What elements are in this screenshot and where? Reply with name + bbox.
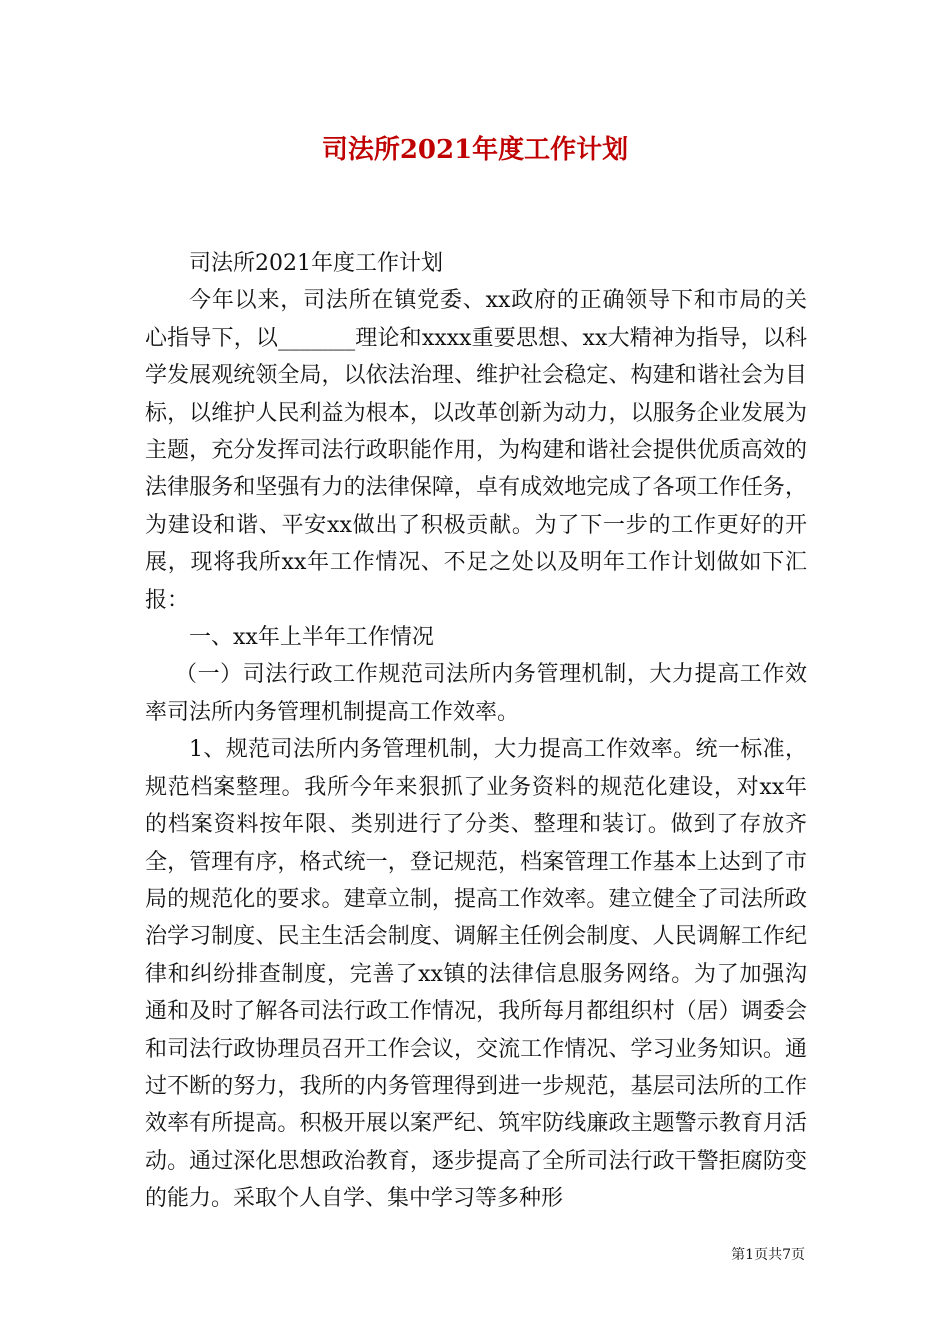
page-title: 司法所2021年度工作计划	[321, 135, 629, 165]
body-paragraph-intro: 今年以来，司法所在镇党委、xx政府的正确领导下和市局的关心指导下，以_______理论和xxxx重要思想、xx大精神为指导，以科学发展观统领全局，以依法治理、维护社会稳定、构建和谐社会为目标，以维护人民利益为根本，以改革创新为动力，以服务企业发展为主题，充分发挥司法行政职能作用，为构建和谐社会提供优质高效的法律服务和坚强有力的法律保障，卓有成效地完成了各项工作任务，为建设和谐、平安xx做出了积极贡献。为了下一步的工作更好的开展，现将我所xx年工作情况、不足之处以及明年工作计划做如下汇报：	[145, 288, 807, 613]
section-heading-1: 一、xx年上半年工作情况	[189, 625, 434, 651]
document-body	[145, 245, 807, 1218]
body-paragraph-item-1: 1、规范司法所内务管理机制，大力提高工作效率。统一标准，规范档案整理。我所今年来狠抓了业务资料的规范化建设，对xx年的档案资料按年限、类别进行了分类、整理和装订。做到了存放齐全，管理有序，格式统一，登记规范，档案管理工作基本上达到了市局的规范化的要求。建章立制，提高工作效率。建立健全了司法所政治学习制度、民主生活会制度、调解主任例会制度、人民调解工作纪律和纠纷排查制度，完善了xx镇的法律信息服务网络。为了加强沟通和及时了解各司法行政工作情况，我所每月都组织村（居）调委会和司法行政协理员召开工作会议，交流工作情况、学习业务知识。通过不断的努力，我所的内务管理得到进一步规范，基层司法所的工作效率有所提高。积极开展以案严纪、筑牢防线廉政主题警示教育月活动。通过深化思想政治教育，逐步提高了全所司法行政干警拒腐防变的能力。采取个人自学、集中学习等多种形	[145, 737, 807, 1212]
subsection-heading-1: （一）司法行政工作规范司法所内务管理机制，大力提高工作效率司法所内务管理机制提高工作效率。	[145, 662, 807, 725]
page-number-footer: 第1页共7页	[731, 1247, 805, 1263]
body-paragraph-heading: 司法所2021年度工作计划	[189, 251, 443, 276]
